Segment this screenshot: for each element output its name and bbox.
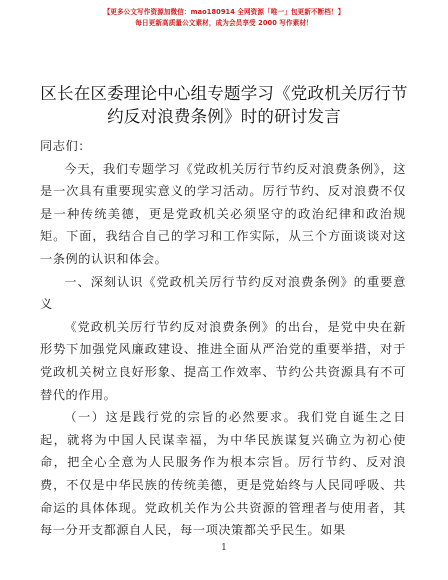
body-paragraph: 《党政机关厉行节约反对浪费条例》的出台，是党中央在新形势下加强党风廉政建设、推进全面从严治党的重要举措，对于党政机关树立良好形象、提高工作效率、节约公共资源具有不可替代的作用。	[40, 319, 406, 402]
page-number: 1	[221, 543, 227, 553]
promo-banner-line1: 【更多公文写作资源加微信：mao180914 全网资源「唯一」包更新不断档！】	[103, 8, 345, 16]
section-heading: 一、深刻认识《党政机关厉行节约反对浪费条例》的重要意义	[40, 274, 406, 312]
document-title: 区长在区委理论中心组专题学习《党政机关厉行节约反对浪费条例》时的研讨发言	[40, 84, 408, 126]
promo-banner-line2: 每日更新高质量公文素材，成为会员享受 2000 写作素材！	[135, 19, 313, 27]
body-paragraph: （一）这是践行党的宗旨的必然要求。我们党自诞生之日起，就将为中国人民谋幸福，为中华民族谋复兴确立为初心使命，把全心全意为人民服务作为根本宗旨。厉行节约、反对浪费，不仅是中华民族的传统美德，更是党始终与人民同呼吸、共命运的具体体现。党政机关作为公共资源的管理者与使用者，其每一分开支都源自人民，每一项决策都关乎民生。如果	[40, 410, 406, 538]
document-body	[40, 135, 406, 542]
salutation: 同志们：	[40, 139, 91, 153]
intro-paragraph: 今天，我们专题学习《党政机关厉行节约反对浪费条例》，这是一次具有重要现实意义的学习活动。厉行节约、反对浪费不仅是一种传统美德，更是党政机关必须坚守的政治纪律和政治规矩。下面，我结合自己的学习和工作实际，从三个方面谈谈对这一条例的认识和体会。	[40, 161, 406, 266]
